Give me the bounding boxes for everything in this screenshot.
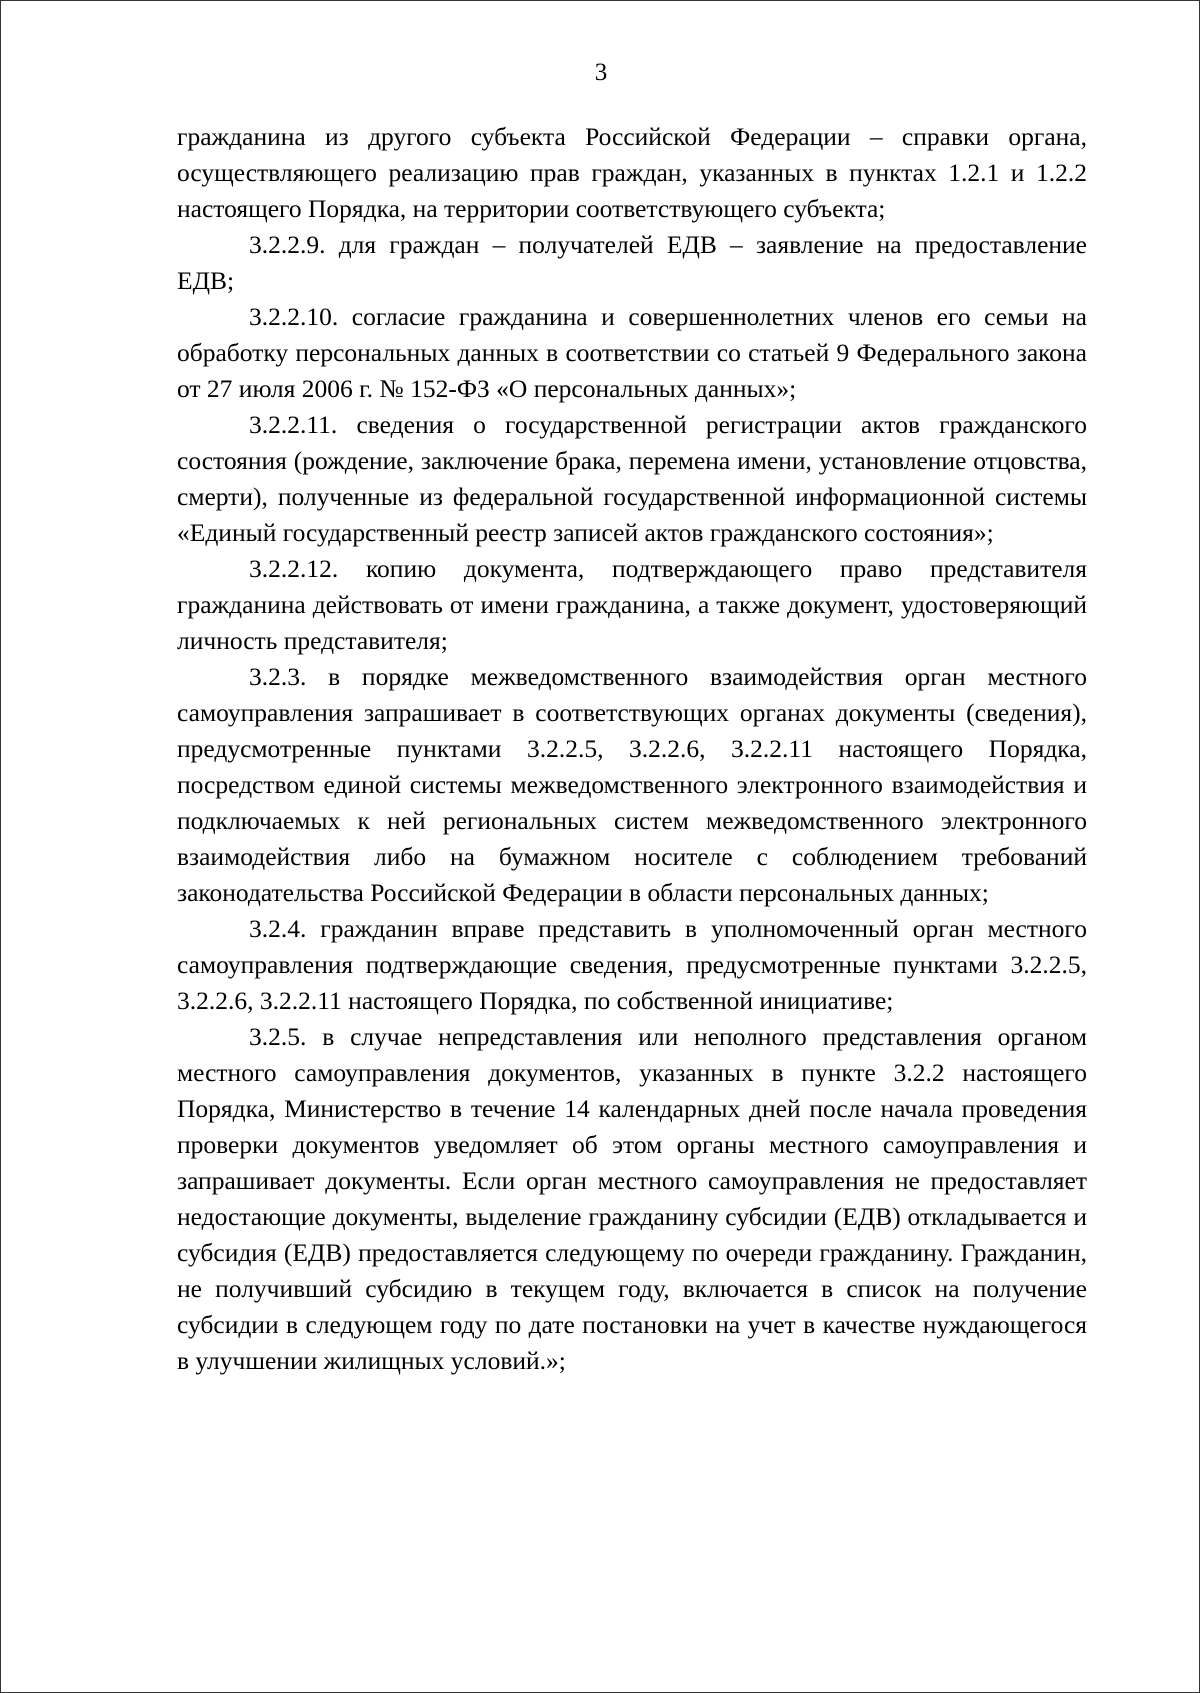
paragraph-3-2-2-10: 3.2.2.10. согласие гражданина и совершеннолетних членов его семьи на обработку персональных данных в соответствии со статьей 9 Федерального закона от 27 июля 2006 г. № 152-ФЗ «О персональных данных»; (177, 302, 1087, 403)
paragraph-3-2-5: 3.2.5. в случае непредставления или неполного представления органом местного самоуправления документов, указанных в пункте 3.2.2 настоящего Порядка, Министерство в течение 14 календарных дней после начала проведения проверки документов уведомляет об этом органы местного самоуправления и запрашивает документы. Если орган местного самоуправления не предоставляет недостающие документы, выделение гражданину субсидии (ЕДВ) откладывается и субсидия (ЕДВ) предоставляется следующему по очереди гражданину. Гражданин, не получивший субсидию в текущем году, включается в список на получение субсидии в следующем году по дате постановки на учет в качестве нуждающегося в улучшении жилищных условий.»; (177, 1022, 1087, 1375)
paragraph-3-2-2-11: 3.2.2.11. сведения о государственной регистрации актов гражданского состояния (рождение, заключение брака, перемена имени, установление отцовства, смерти), полученные из федеральной государственной информационной системы «Единый государственный реестр записей актов гражданского состояния»; (177, 410, 1087, 547)
paragraph-3-2-4: 3.2.4. гражданин вправе представить в уполномоченный орган местного самоуправления подтверждающие сведения, предусмотренные пунктами 3.2.2.5, 3.2.2.6, 3.2.2.11 настоящего Порядка, по собственной инициативе; (177, 914, 1087, 1015)
paragraph-3-2-2-12: 3.2.2.12. копию документа, подтверждающего право представителя гражданина действовать от имени гражданина, а также документ, удостоверяющий личность представителя; (177, 554, 1087, 655)
paragraph-continuation: гражданина из другого субъекта Российской Федерации – справки органа, осуществляющего реализацию прав граждан, указанных в пунктах 1.2.1 и 1.2.2 настоящего Порядка, на территории соответствующего субъекта; (177, 122, 1087, 223)
paragraph-3-2-3: 3.2.3. в порядке межведомственного взаимодействия орган местного самоуправления запрашивает в соответствующих органах документы (сведения), предусмотренные пунктами 3.2.2.5, 3.2.2.6, 3.2.2.11 настоящего Порядка, посредством единой системы межведомственного электронного взаимодействия и подключаемых к ней региональных систем межведомственного электронного взаимодействия либо на бумажном носителе с соблюдением требований законодательства Российской Федерации в области персональных данных; (177, 662, 1087, 907)
document-body (177, 119, 1087, 1379)
paragraph-3-2-2-9: 3.2.2.9. для граждан – получателей ЕДВ – заявление на предоставление ЕДВ; (177, 230, 1087, 295)
page-number: 3 (594, 59, 608, 86)
